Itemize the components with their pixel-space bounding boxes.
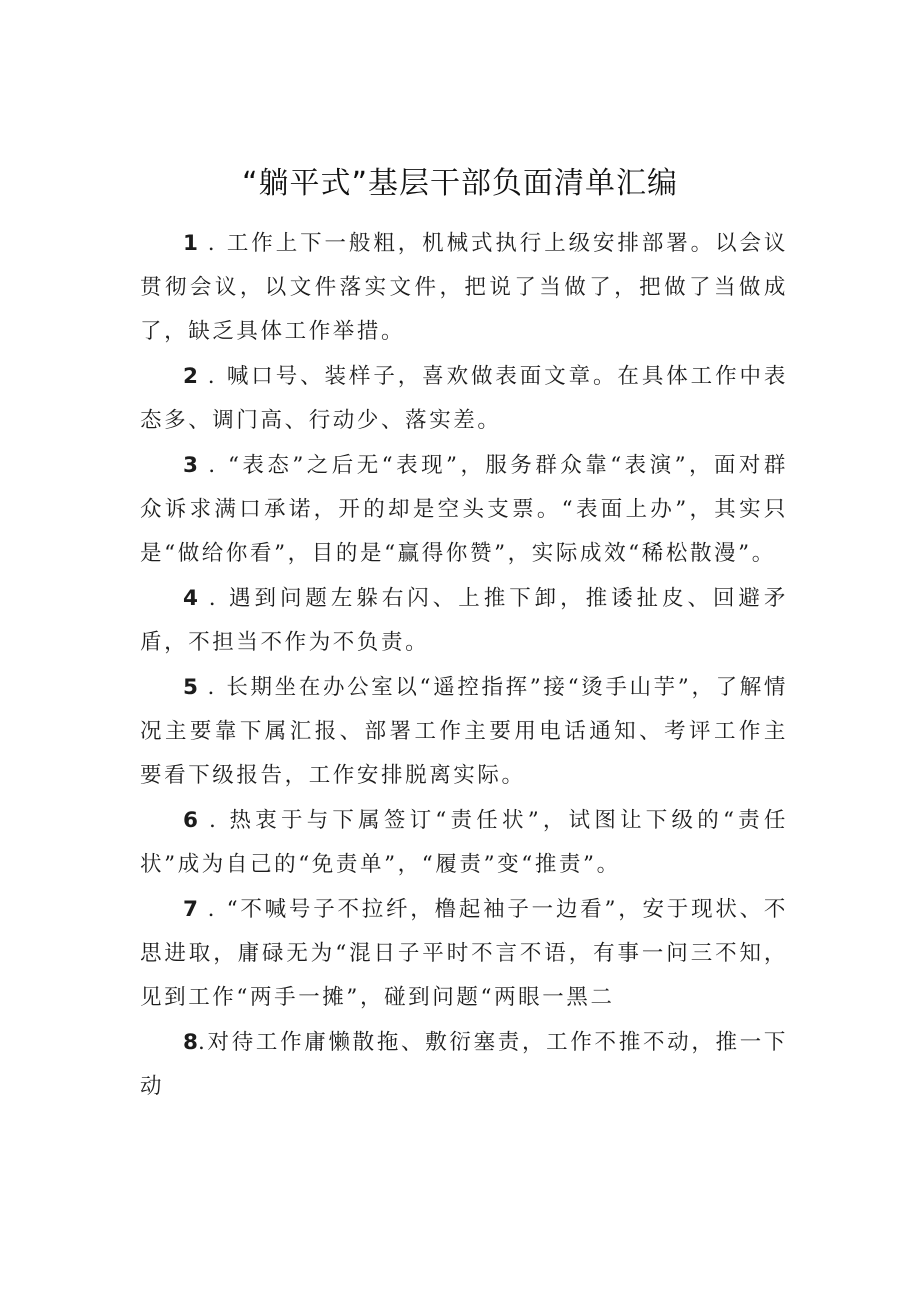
item-text: 长期坐在办公室以“遥控指挥”接“烫手山芋”，了解情况主要靠下属汇报、部署工作主要用电话通知、考评工作主要看下级报告，工作安排脱离实际。 bbox=[140, 675, 788, 788]
list-item bbox=[140, 444, 788, 576]
item-number: 8 bbox=[183, 1030, 198, 1055]
item-text: 工作上下一般粗，机械式执行上级安排部署。以会议贯彻会议，以文件落实文件，把说了当做了，把做了当做成了，缺乏具体工作举措。 bbox=[140, 231, 788, 344]
item-text: 喊口号、装样子，喜欢做表面文章。在具体工作中表态多、调门高、行动少、落实差。 bbox=[140, 364, 788, 433]
item-separator: . bbox=[197, 897, 227, 922]
item-separator: . bbox=[197, 453, 228, 478]
item-separator: . bbox=[197, 364, 227, 389]
list-item bbox=[140, 577, 788, 665]
item-text: 对待工作庸懒散拖、敷衍塞责，工作不推不动，推一下动 bbox=[140, 1030, 788, 1099]
item-separator: . bbox=[197, 1030, 208, 1055]
item-number: 2 bbox=[183, 364, 198, 389]
document-body bbox=[140, 222, 788, 1109]
item-separator: . bbox=[197, 586, 230, 611]
list-item bbox=[140, 355, 788, 443]
item-text: “表态”之后无“表现”，服务群众靠“表演”，面对群众诉求满口承诺，开的却是空头支票。“表面上办”，其实只是“做给你看”，目的是“赢得你赞”，实际成效“稀松散漫”。 bbox=[140, 453, 788, 566]
document-title: “躺平式”基层干部负面清单汇编 bbox=[241, 166, 679, 201]
list-item bbox=[140, 222, 788, 354]
item-separator: . bbox=[197, 675, 227, 700]
item-number: 4 bbox=[183, 586, 198, 611]
item-number: 1 bbox=[183, 231, 198, 256]
list-item bbox=[140, 799, 788, 887]
item-text: 热衷于与下属签订“责任状”，试图让下级的“责任状”成为自己的“免责单”，“履责”变“推责”。 bbox=[140, 808, 789, 877]
item-separator: . bbox=[197, 231, 227, 256]
list-item bbox=[140, 666, 788, 798]
item-number: 6 bbox=[183, 808, 198, 833]
item-text: “不喊号子不拉纤，橹起袖子一边看”，安于现状、不思进取，庸碌无为“混日子平时不言不语，有事一问三不知，见到工作“两手一摊”，碰到问题“两眼一黑二 bbox=[140, 897, 788, 1010]
list-item bbox=[140, 1021, 788, 1109]
item-number: 3 bbox=[183, 453, 198, 478]
item-number: 7 bbox=[183, 897, 198, 922]
item-separator: . bbox=[197, 808, 230, 833]
list-item bbox=[140, 888, 788, 1020]
item-text: 遇到问题左躲右闪、上推下卸，推诿扯皮、回避矛盾，不担当不作为不负责。 bbox=[140, 586, 788, 655]
item-number: 5 bbox=[183, 675, 198, 700]
